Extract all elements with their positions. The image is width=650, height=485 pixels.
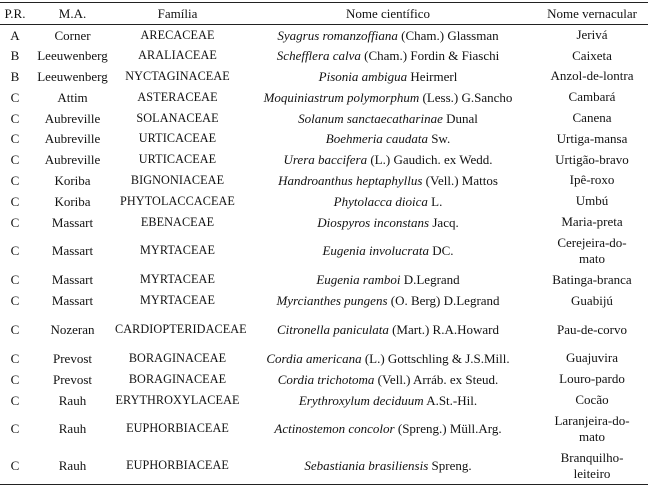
cell-nome-cientifico bbox=[240, 66, 536, 87]
table-row bbox=[0, 410, 648, 447]
header-nome-cientifico: Nome científico bbox=[240, 3, 536, 25]
scientific-name: Urera baccifera bbox=[283, 152, 368, 168]
cell-nome-vernacular: Jerivá bbox=[576, 27, 608, 43]
cell-familia: EBENACEAE bbox=[140, 214, 215, 229]
scientific-name: Cordia americana bbox=[266, 350, 362, 366]
cell-pr: C bbox=[0, 447, 30, 484]
scientific-name: Erythroxylum deciduum bbox=[298, 392, 424, 408]
scientific-name: Schefflera calva bbox=[276, 48, 361, 64]
cell-nome-vernacular: Guajuvira bbox=[566, 350, 618, 366]
author: Spreng. bbox=[428, 458, 472, 474]
cell-nome-vernacular: Cambará bbox=[568, 89, 616, 105]
table-row bbox=[0, 311, 648, 348]
cell-familia: ERYTHROXYLACEAE bbox=[115, 392, 240, 407]
cell-pr: B bbox=[10, 68, 20, 84]
cell-familia: MYRTACEAE bbox=[139, 293, 216, 308]
cell-pr: A bbox=[10, 27, 20, 43]
cell-nome-cientifico bbox=[240, 149, 536, 170]
author: (Cham.) Fordin & Fiaschi bbox=[360, 48, 500, 64]
cell-nome-cientifico bbox=[240, 369, 536, 390]
cell-ma: Koriba bbox=[54, 172, 91, 188]
table-row bbox=[0, 128, 648, 149]
cell-nome-vernacular: Cocão bbox=[575, 392, 609, 408]
cell-nome-vernacular: Canena bbox=[572, 110, 612, 126]
cell-nome-vernacular: Pau-de-corvo bbox=[556, 321, 628, 337]
cell-nome-cientifico bbox=[240, 390, 536, 411]
cell-pr: C bbox=[10, 421, 20, 437]
table-row bbox=[0, 108, 648, 129]
cell-nome-vernacular: Urtigão-bravo bbox=[555, 151, 629, 167]
cell-ma: Rauh bbox=[58, 421, 87, 437]
scientific-name: Moquiniastrum polymorphum bbox=[263, 89, 420, 105]
cell-nome-vernacular: Maria-preta bbox=[561, 214, 623, 230]
cell-nome-cientifico bbox=[240, 290, 536, 311]
vern-line: Laranjeira-do- bbox=[554, 412, 630, 428]
author: (Vell.) Mattos bbox=[422, 172, 498, 188]
cell-ma: Prevost bbox=[53, 371, 92, 387]
cell-familia: MYRTACEAE bbox=[139, 272, 216, 287]
cell-pr: C bbox=[10, 193, 20, 209]
author: D.Legrand bbox=[400, 272, 460, 288]
vern-line: leiteiro bbox=[573, 465, 611, 481]
author: A.St.-Hil. bbox=[423, 392, 478, 408]
vern-line: Branquilho- bbox=[560, 449, 624, 465]
author: (Less.) G.Sancho bbox=[419, 89, 513, 105]
scientific-name: Eugenia ramboi bbox=[316, 272, 401, 288]
header-pr: P.R. bbox=[0, 3, 30, 25]
cell-ma: Prevost bbox=[53, 350, 92, 366]
cell-pr: C bbox=[10, 350, 20, 366]
table-row bbox=[0, 212, 648, 233]
cell-ma: Corner bbox=[54, 27, 91, 43]
scientific-name: Handroanthus heptaphyllus bbox=[278, 172, 423, 188]
cell-ma: Aubreville bbox=[44, 110, 101, 126]
cell-nome-cientifico bbox=[240, 45, 536, 66]
cell-nome-cientifico bbox=[240, 170, 536, 191]
table-row bbox=[0, 290, 648, 311]
cell-nome-vernacular: Guabijú bbox=[571, 292, 613, 308]
scientific-name: Pisonia ambigua bbox=[318, 68, 408, 84]
author: Dunal bbox=[442, 110, 478, 126]
cell-familia: EUPHORBIACEAE bbox=[126, 421, 229, 436]
cell-nome-vernacular: Urtiga-mansa bbox=[556, 130, 628, 146]
scientific-name: Myrcianthes pungens bbox=[276, 293, 388, 309]
cell-nome-cientifico bbox=[240, 191, 536, 212]
author: Jacq. bbox=[429, 214, 459, 230]
cell-pr: C bbox=[10, 131, 20, 147]
cell-ma: Aubreville bbox=[44, 152, 101, 168]
cell-ma: Koriba bbox=[54, 193, 91, 209]
author: Sw. bbox=[427, 131, 451, 147]
scientific-name: Solanum sanctaecatharinae bbox=[298, 110, 443, 126]
species-table bbox=[0, 2, 648, 485]
cell-familia: CARDIOPTERIDACEAE bbox=[115, 322, 247, 337]
cell-ma: Rauh bbox=[30, 447, 115, 484]
scientific-name: Boehmeria caudata bbox=[325, 131, 428, 147]
cell-familia: BIGNONIACEAE bbox=[130, 172, 225, 187]
vern-line: mato bbox=[579, 428, 605, 444]
cell-pr: C bbox=[10, 322, 20, 338]
cell-pr: C bbox=[10, 272, 20, 288]
cell-familia: URTICACEAE bbox=[138, 131, 217, 146]
author: (Spreng.) Müll.Arg. bbox=[394, 421, 502, 437]
cell-ma: Nozeran bbox=[50, 322, 95, 338]
table-row bbox=[0, 369, 648, 390]
cell-familia: ARALIACEAE bbox=[138, 48, 217, 63]
table-row bbox=[0, 232, 648, 269]
cell-familia: BORAGINACEAE bbox=[128, 371, 227, 386]
cell-nome-vernacular: Batinga-branca bbox=[552, 271, 632, 287]
cell-nome-cientifico bbox=[240, 311, 536, 348]
author: (Vell.) Arráb. ex Steud. bbox=[374, 371, 499, 387]
cell-ma: Massart bbox=[51, 293, 94, 309]
cell-pr: C bbox=[10, 110, 20, 126]
scientific-name: Eugenia involucrata bbox=[322, 243, 429, 259]
cell-ma: Aubreville bbox=[44, 131, 101, 147]
cell-pr: C bbox=[10, 152, 20, 168]
table-row bbox=[0, 87, 648, 108]
cell-pr: C bbox=[10, 392, 20, 408]
cell-ma: Massart bbox=[51, 214, 94, 230]
cell-pr: C bbox=[10, 371, 20, 387]
cell-familia: MYRTACEAE bbox=[139, 243, 216, 258]
table-row bbox=[0, 348, 648, 369]
vern-line: mato bbox=[579, 250, 605, 266]
scientific-name: Citronella paniculata bbox=[277, 322, 389, 338]
cell-familia: NYCTAGINACEAE bbox=[125, 68, 230, 83]
cell-familia: URTICACEAE bbox=[138, 152, 217, 167]
cell-nome-vernacular: Caixeta bbox=[572, 47, 612, 63]
cell-familia: ARECACEAE bbox=[140, 27, 215, 42]
cell-familia: SOLANACEAE bbox=[136, 110, 219, 125]
cell-familia: BORAGINACEAE bbox=[128, 350, 227, 365]
author: (O. Berg) D.Legrand bbox=[387, 293, 500, 309]
cell-nome-cientifico bbox=[240, 232, 536, 269]
cell-nome-vernacular: Ipê-roxo bbox=[569, 172, 615, 188]
scientific-name: Phytolacca dioica bbox=[333, 193, 428, 209]
header-ma: M.A. bbox=[30, 3, 115, 25]
cell-nome-cientifico bbox=[240, 87, 536, 108]
cell-nome-vernacular: Louro-pardo bbox=[559, 371, 625, 387]
author: DC. bbox=[428, 243, 454, 259]
cell-nome-cientifico bbox=[240, 410, 536, 447]
cell-pr: C bbox=[10, 293, 20, 309]
header-nome-vernacular: Nome vernacular bbox=[536, 3, 648, 25]
table-row bbox=[0, 66, 648, 87]
scientific-name: Cordia trichotoma bbox=[277, 371, 375, 387]
cell-ma: Rauh bbox=[58, 392, 87, 408]
cell-pr: C bbox=[10, 172, 20, 188]
scientific-name: Diospyros inconstans bbox=[317, 214, 430, 230]
cell-nome-cientifico bbox=[240, 348, 536, 369]
table-row bbox=[0, 269, 648, 290]
table-row bbox=[0, 149, 648, 170]
table-row bbox=[0, 25, 648, 46]
cell-ma: Massart bbox=[51, 243, 94, 259]
cell-ma: Attim bbox=[57, 89, 88, 105]
cell-nome-vernacular: Anzol-de-lontra bbox=[550, 68, 634, 84]
scientific-name: Actinostemon concolor bbox=[274, 421, 395, 437]
author: (L.) Gaudich. ex Wedd. bbox=[367, 152, 493, 168]
cell-pr: C bbox=[10, 214, 20, 230]
cell-nome-vernacular bbox=[536, 410, 648, 447]
cell-ma: Massart bbox=[51, 272, 94, 288]
author: L. bbox=[427, 193, 443, 209]
table-row bbox=[0, 390, 648, 411]
cell-nome-vernacular bbox=[536, 232, 648, 269]
cell-ma: Leeuwenberg bbox=[37, 48, 108, 64]
cell-nome-cientifico bbox=[240, 25, 536, 46]
cell-nome-cientifico bbox=[240, 212, 536, 233]
cell-nome-vernacular: Umbú bbox=[575, 193, 609, 209]
table-row bbox=[0, 45, 648, 66]
author: Heirmerl bbox=[407, 68, 458, 84]
vern-line: Cerejeira-do- bbox=[557, 234, 627, 250]
cell-familia: PHYTOLACCACEAE bbox=[120, 193, 235, 208]
author: (Cham.) Glassman bbox=[397, 27, 499, 43]
table-row bbox=[0, 191, 648, 212]
cell-familia: EUPHORBIACEAE bbox=[115, 447, 240, 484]
cell-pr: C bbox=[10, 89, 20, 105]
cell-pr: B bbox=[10, 48, 20, 64]
header-familia: Família bbox=[115, 3, 240, 25]
table-row bbox=[0, 170, 648, 191]
header-row bbox=[0, 3, 648, 25]
author: (L.) Gottschling & J.S.Mill. bbox=[361, 350, 510, 366]
scientific-name: Syagrus romanzoffiana bbox=[277, 27, 398, 43]
cell-familia: ASTERACEAE bbox=[137, 89, 218, 104]
cell-nome-cientifico bbox=[240, 108, 536, 129]
cell-ma: Leeuwenberg bbox=[37, 68, 108, 84]
cell-nome-cientifico bbox=[240, 128, 536, 149]
cell-pr: C bbox=[10, 243, 20, 259]
scientific-name: Sebastiania brasiliensis bbox=[304, 458, 429, 474]
cell-nome-cientifico bbox=[240, 269, 536, 290]
author: (Mart.) R.A.Howard bbox=[388, 322, 499, 338]
